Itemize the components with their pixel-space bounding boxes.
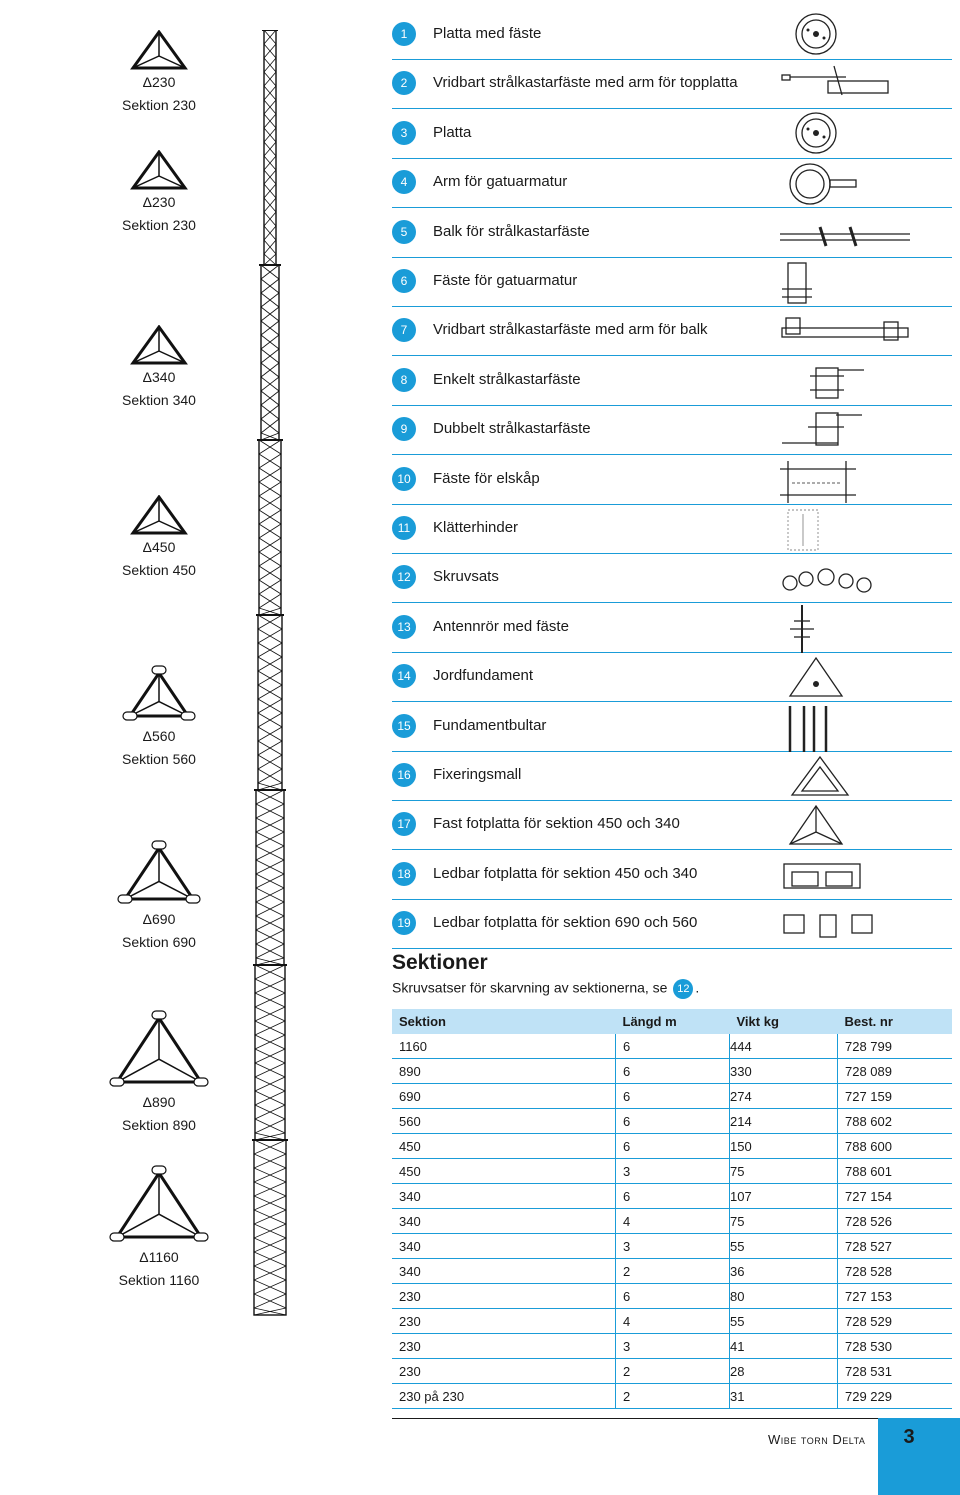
part-label: Jordfundament (433, 667, 534, 685)
part-number-badge: 1 (392, 22, 416, 46)
section-delta: Δ450 (142, 539, 176, 555)
cell-vikt: 330 (730, 1059, 838, 1084)
hinged-footplate-icon (780, 852, 920, 900)
part-row (392, 603, 952, 653)
table-row (392, 1159, 952, 1184)
part-label: Antennrör med fäste (433, 617, 569, 635)
part-label: Enkelt strålkastarfäste (433, 370, 581, 388)
table-row (392, 1259, 952, 1284)
part-row (392, 800, 952, 850)
part-label: Ledbar fotplatta för sektion 690 och 560 (433, 914, 698, 932)
page-number-box (878, 1418, 960, 1495)
part-number-badge: 9 (392, 417, 416, 441)
cabinet-bracket-icon (780, 457, 920, 505)
cell-sektion: 230 (392, 1334, 616, 1359)
cell-vikt: 36 (730, 1259, 838, 1284)
cell-langd: 2 (616, 1359, 730, 1384)
cell-bestnr: 729 229 (838, 1384, 953, 1409)
reference-badge: 12 (673, 979, 693, 999)
cell-vikt: 31 (730, 1384, 838, 1409)
climb-guard-icon (780, 506, 920, 554)
part-label: Vridbart strålkastarfäste med arm för balk (433, 321, 708, 339)
part-row (392, 850, 952, 900)
part-label: Arm för gatuarmatur (433, 173, 568, 191)
section-name: Sektion 450 (122, 562, 196, 578)
section-name: Sektion 1160 (118, 1272, 200, 1288)
cell-langd: 4 (616, 1309, 730, 1334)
section-delta: Δ230 (142, 74, 176, 90)
table-row (392, 1134, 952, 1159)
part-label: Fäste för elskåp (433, 469, 540, 487)
section-profile (100, 495, 218, 579)
cell-sektion: 1160 (392, 1034, 616, 1059)
cell-vikt: 41 (730, 1334, 838, 1359)
sektioner-subtitle (392, 979, 699, 999)
cell-sektion: 230 (392, 1359, 616, 1384)
cell-bestnr: 728 528 (838, 1259, 953, 1284)
part-number-badge: 6 (392, 269, 416, 293)
table-row (392, 1284, 952, 1309)
table-row (392, 1084, 952, 1109)
triangle-profile-lugs-icon (122, 665, 196, 726)
triangle-profile-icon (129, 495, 189, 537)
section-profile (100, 840, 218, 951)
cell-bestnr: 788 600 (838, 1134, 953, 1159)
cell-bestnr: 728 529 (838, 1309, 953, 1334)
tower-segment (257, 440, 283, 615)
cell-bestnr: 728 527 (838, 1234, 953, 1259)
section-name: Sektion 690 (122, 934, 196, 950)
cell-bestnr: 727 154 (838, 1184, 953, 1209)
part-number-badge: 2 (392, 71, 416, 95)
col-header-bestnr: Best. nr (838, 1009, 953, 1034)
col-header-langd: Längd m (616, 1009, 730, 1034)
part-row (392, 306, 952, 356)
tower-segment (252, 1140, 288, 1315)
section-delta: Δ340 (142, 369, 176, 385)
part-number-badge: 18 (392, 862, 416, 886)
part-label: Fundamentbultar (433, 716, 547, 734)
footer-brand: Wibe torn Delta (768, 1432, 866, 1447)
cell-langd: 3 (616, 1334, 730, 1359)
table-row (392, 1309, 952, 1334)
part-label: Fast fotplatta för sektion 450 och 340 (433, 815, 680, 833)
cell-bestnr: 727 159 (838, 1084, 953, 1109)
cell-vikt: 55 (730, 1309, 838, 1334)
plate-icon (780, 111, 920, 159)
triangle-profile-lugs-icon (109, 1165, 209, 1247)
sections-table (392, 1009, 952, 1409)
cell-sektion: 340 (392, 1184, 616, 1209)
cell-langd: 6 (616, 1059, 730, 1084)
cell-langd: 6 (616, 1084, 730, 1109)
part-label: Vridbart strålkastarfäste med arm för topplatta (433, 74, 738, 92)
cell-vikt: 214 (730, 1109, 838, 1134)
sektioner-heading: Sektioner (392, 951, 488, 974)
part-number-badge: 13 (392, 615, 416, 639)
foundation-bolts-icon (780, 704, 920, 752)
col-header-vikt: Vikt kg (730, 1009, 838, 1034)
section-delta: Δ1160 (139, 1249, 179, 1265)
part-row (392, 702, 952, 752)
part-label: Klätterhinder (433, 519, 519, 536)
cell-vikt: 80 (730, 1284, 838, 1309)
part-label: Ledbar fotplatta för sektion 450 och 340 (433, 864, 698, 882)
swivel-arm-icon (780, 61, 920, 109)
part-label: Skruvsats (433, 568, 499, 586)
cell-langd: 3 (616, 1159, 730, 1184)
cell-langd: 6 (616, 1184, 730, 1209)
section-delta: Δ230 (142, 194, 176, 210)
part-row (392, 405, 952, 455)
triangle-profile-icon (129, 30, 189, 72)
hinged-footplate-large-icon (780, 901, 920, 949)
cell-sektion: 340 (392, 1234, 616, 1259)
col-header-sektion: Sektion (392, 1009, 616, 1034)
cell-sektion: 690 (392, 1084, 616, 1109)
cell-bestnr: 728 799 (838, 1034, 953, 1059)
part-number-badge: 11 (392, 516, 416, 540)
cell-vikt: 444 (730, 1034, 838, 1059)
cell-vikt: 55 (730, 1234, 838, 1259)
cell-vikt: 274 (730, 1084, 838, 1109)
cell-bestnr: 728 089 (838, 1059, 953, 1084)
section-delta: Δ560 (142, 728, 176, 744)
table-row (392, 1334, 952, 1359)
part-label: Fäste för gatuarmatur (433, 272, 578, 289)
cell-sektion: 340 (392, 1209, 616, 1234)
antenna-pipe-icon (780, 605, 920, 653)
section-delta: Δ890 (142, 1094, 176, 1110)
section-name: Sektion 230 (122, 217, 196, 233)
section-delta: Δ690 (142, 911, 176, 927)
part-number-badge: 17 (392, 812, 416, 836)
cell-langd: 3 (616, 1234, 730, 1259)
beam-icon (780, 210, 920, 258)
cell-langd: 4 (616, 1209, 730, 1234)
cell-langd: 2 (616, 1259, 730, 1284)
cell-langd: 6 (616, 1284, 730, 1309)
table-row (392, 1184, 952, 1209)
sektioner-subtitle-end: . (695, 979, 700, 996)
table-row (392, 1359, 952, 1384)
triangle-profile-lugs-icon (109, 1010, 209, 1092)
page-number: 3 (903, 1426, 915, 1448)
part-number-badge: 16 (392, 763, 416, 787)
part-row (392, 158, 952, 208)
section-profile (100, 1165, 218, 1289)
table-row (392, 1034, 952, 1059)
cell-bestnr: 728 526 (838, 1209, 953, 1234)
template-icon (780, 753, 920, 801)
table-header-row (392, 1009, 952, 1034)
cell-sektion: 230 (392, 1309, 616, 1334)
cell-bestnr: 788 601 (838, 1159, 953, 1184)
tower-segment (253, 965, 287, 1140)
tower-segment (254, 790, 286, 965)
cell-bestnr: 728 530 (838, 1334, 953, 1359)
fixed-footplate-icon (780, 802, 920, 850)
tower-segment (256, 615, 284, 790)
cell-vikt: 28 (730, 1359, 838, 1384)
cell-sektion: 230 på 230 (392, 1384, 616, 1409)
part-number-badge: 5 (392, 220, 416, 244)
cell-vikt: 75 (730, 1209, 838, 1234)
part-number-badge: 15 (392, 714, 416, 738)
part-number-badge: 10 (392, 467, 416, 491)
cell-vikt: 75 (730, 1159, 838, 1184)
cell-sektion: 890 (392, 1059, 616, 1084)
section-profile (100, 1010, 218, 1134)
part-row (392, 257, 952, 307)
section-name: Sektion 340 (122, 392, 196, 408)
part-label: Fixeringsmall (433, 766, 522, 783)
table-row (392, 1109, 952, 1134)
cell-bestnr: 727 153 (838, 1284, 953, 1309)
part-row (392, 455, 952, 505)
cell-vikt: 107 (730, 1184, 838, 1209)
part-row (392, 899, 952, 949)
part-row (392, 208, 952, 258)
double-bracket-icon (780, 407, 920, 455)
cell-sektion: 450 (392, 1134, 616, 1159)
section-profile (100, 30, 218, 114)
part-label: Platta (433, 123, 472, 141)
single-bracket-icon (780, 358, 920, 406)
tower-illustration (240, 30, 300, 1320)
part-label: Balk för strålkastarfäste (433, 222, 590, 240)
part-label: Dubbelt strålkastarfäste (433, 420, 591, 438)
cell-sektion: 230 (392, 1284, 616, 1309)
part-row (392, 10, 952, 60)
part-row (392, 504, 952, 554)
section-profile (100, 325, 218, 409)
section-profile (100, 150, 218, 234)
part-row (392, 356, 952, 406)
part-number-badge: 7 (392, 318, 416, 342)
triangle-profile-icon (129, 325, 189, 367)
part-row (392, 59, 952, 109)
cell-sektion: 450 (392, 1159, 616, 1184)
swivel-beam-icon (780, 308, 920, 356)
cell-langd: 6 (616, 1109, 730, 1134)
section-name: Sektion 560 (122, 751, 196, 767)
cell-sektion: 340 (392, 1259, 616, 1284)
cell-langd: 6 (616, 1134, 730, 1159)
triangle-profile-icon (129, 150, 189, 192)
section-profile (100, 665, 218, 768)
part-row (392, 751, 952, 801)
part-number-badge: 4 (392, 170, 416, 194)
part-number-badge: 14 (392, 664, 416, 688)
bolt-set-icon (780, 555, 920, 603)
cell-sektion: 560 (392, 1109, 616, 1134)
triangle-profile-lugs-icon (117, 840, 201, 909)
cell-vikt: 150 (730, 1134, 838, 1159)
cell-bestnr: 728 531 (838, 1359, 953, 1384)
table-row (392, 1059, 952, 1084)
sektioner-subtitle-text: Skruvsatser för skarvning av sektionerna, se (392, 979, 668, 996)
cell-langd: 2 (616, 1384, 730, 1409)
tower-segment (262, 30, 278, 265)
part-number-badge: 19 (392, 911, 416, 935)
section-name: Sektion 890 (122, 1117, 196, 1133)
ground-foundation-icon (780, 654, 920, 702)
table-row (392, 1234, 952, 1259)
part-row (392, 652, 952, 702)
table-row (392, 1209, 952, 1234)
part-number-badge: 12 (392, 565, 416, 589)
street-bracket-icon (780, 259, 920, 307)
street-arm-icon (780, 160, 920, 208)
part-row (392, 553, 952, 603)
part-number-badge: 8 (392, 368, 416, 392)
cell-bestnr: 788 602 (838, 1109, 953, 1134)
part-number-badge: 3 (392, 121, 416, 145)
footer-rule (392, 1418, 960, 1419)
section-name: Sektion 230 (122, 97, 196, 113)
part-label: Platta med fäste (433, 25, 542, 42)
cell-langd: 6 (616, 1034, 730, 1059)
table-row (392, 1384, 952, 1409)
plate-icon (780, 12, 920, 60)
tower-segment (259, 265, 281, 440)
part-row (392, 109, 952, 159)
